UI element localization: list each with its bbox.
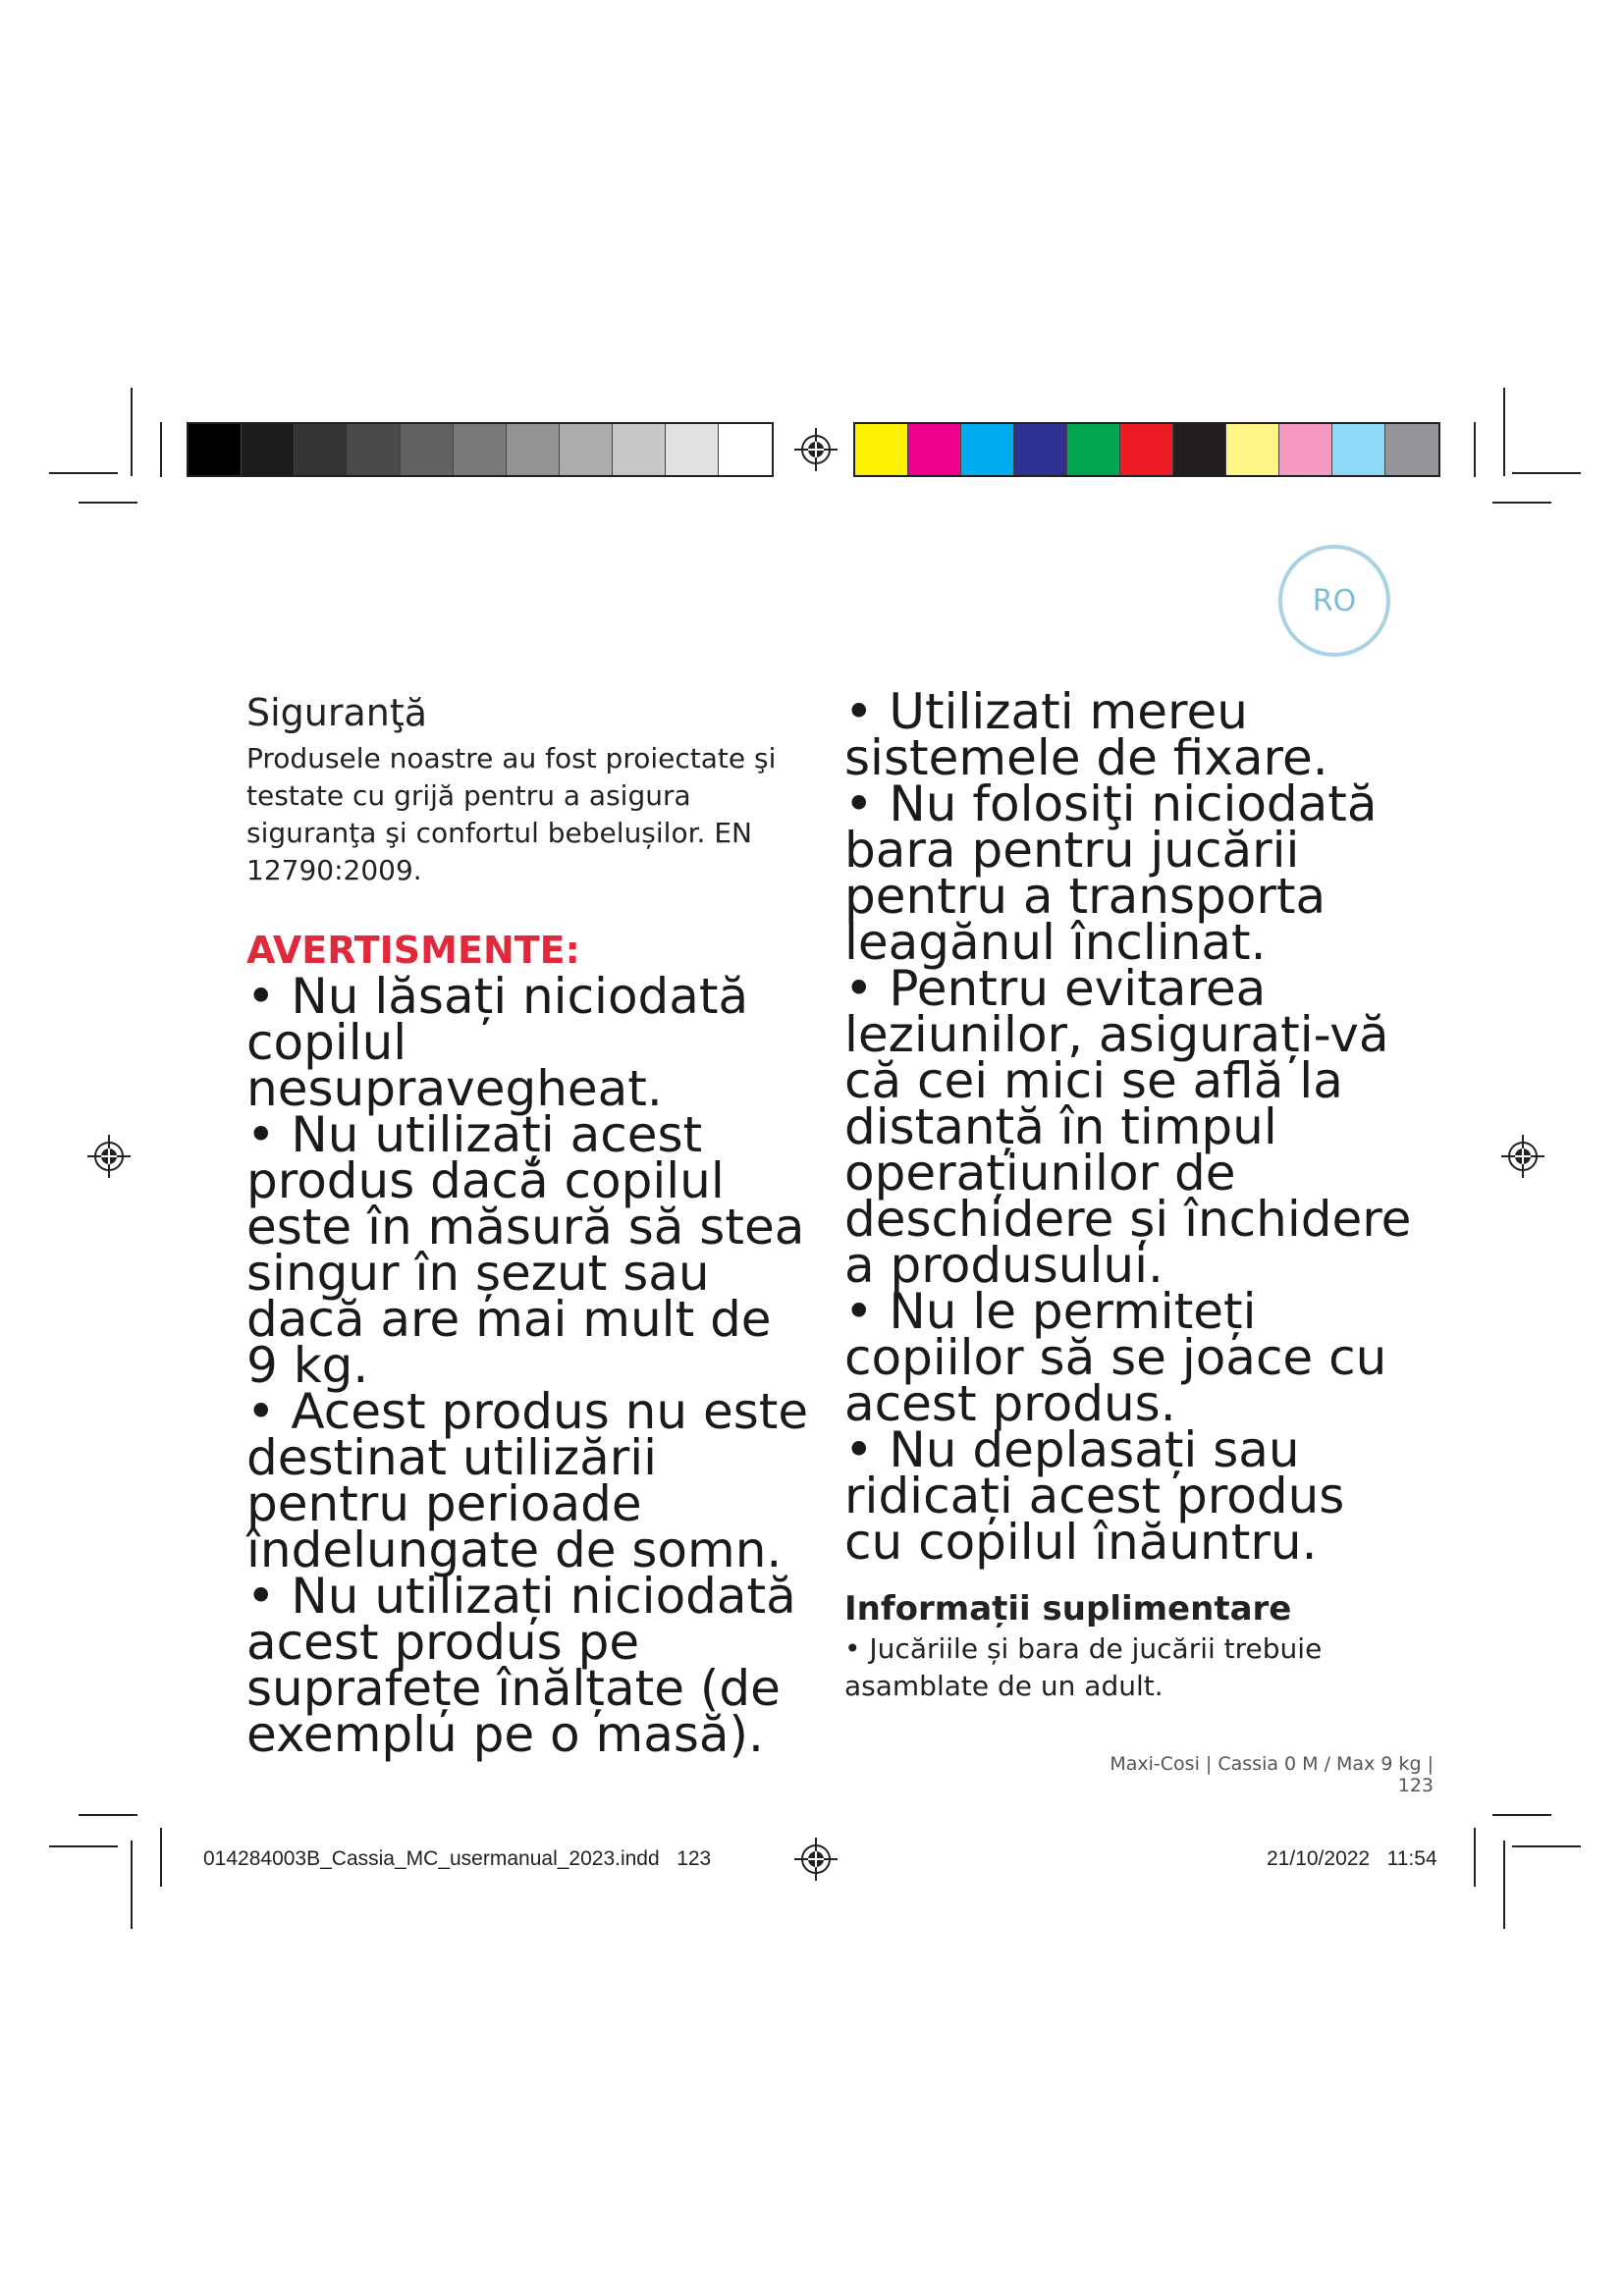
crop-mark (1512, 472, 1581, 474)
color-swatch (666, 424, 719, 475)
slug-file (203, 1847, 711, 1871)
color-swatch (507, 424, 560, 475)
color-swatch (454, 424, 507, 475)
crop-mark (49, 1845, 118, 1847)
warning-item: • Nu utilizați niciodată acest produs pe suprafețe înălțate (de exemplu pe o masă). (246, 1568, 796, 1763)
color-swatch (1173, 424, 1226, 475)
slug-time: 11:54 (1386, 1847, 1437, 1870)
warning-item: • Nu deplasați sau ridicați acest produs cu copilul înăuntru. (844, 1421, 1345, 1571)
color-swatch (1385, 424, 1438, 475)
crop-mark (160, 422, 162, 477)
crop-mark (1474, 1828, 1476, 1887)
color-swatch (1332, 424, 1385, 475)
warning-item: • Pentru evitarea leziunilor, asigurați-vă că cei mici se află la distanță în timpul operațiunilor de deschidere și închidere a produsului. (844, 960, 1412, 1294)
crop-mark (160, 1828, 162, 1887)
slug-filename: 014284003B_Cassia_MC_usermanual_2023.indd (203, 1847, 660, 1870)
color-swatch (348, 424, 401, 475)
color-swatch (908, 424, 961, 475)
registration-mark-icon (793, 1837, 839, 1882)
section-title: Siguranţă (246, 691, 428, 734)
page-number: 123 (1397, 1775, 1434, 1796)
color-swatch (1279, 424, 1332, 475)
grayscale-color-bar (187, 422, 774, 477)
left-column (246, 689, 816, 1763)
crop-mark (131, 388, 133, 476)
footer-separator: | (1205, 1753, 1218, 1775)
crop-mark (131, 1841, 133, 1929)
warning-item: • Nu utilizați acest produs dacă copilul este în măsură să stea singur în șezut sau dacă are mai mult de 9 kg. (246, 1106, 805, 1394)
registration-mark-icon (793, 427, 839, 472)
warning-item: • Acest produs nu este destinat utilizării pentru perioade îndelungate de somn. (246, 1383, 809, 1578)
warnings-title: AVERTISMENTE: (246, 929, 580, 972)
warning-item: • Nu lăsați niciodată copilul nesupravegheat. (246, 968, 749, 1117)
footer-brand: Maxi-Cosi (1110, 1753, 1200, 1775)
color-swatch (1014, 424, 1067, 475)
slug-date: 21/10/2022 (1267, 1847, 1371, 1870)
info-title: Informații suplimentare (844, 1589, 1292, 1629)
footer-separator: | (1427, 1753, 1434, 1775)
page-footer (1080, 1753, 1434, 1796)
color-swatch (1120, 424, 1173, 475)
color-swatch (719, 424, 772, 475)
color-swatch (855, 424, 908, 475)
footer-model: Cassia 0 M / Max 9 kg (1218, 1753, 1422, 1775)
warning-item: • Nu le permiteți copiilor să se joace cu acest produs. (844, 1283, 1387, 1432)
crop-mark (1492, 502, 1551, 504)
warning-item: • Nu folosiţi niciodată bara pentru jucării pentru a transporta leagănul înclinat. (844, 775, 1378, 971)
warning-item: • Utilizati mereu sistemele de fixare. (844, 683, 1328, 786)
color-swatch (961, 424, 1014, 475)
crop-mark (79, 502, 137, 504)
crop-mark (1474, 422, 1476, 477)
color-swatch (295, 424, 348, 475)
warning-list (844, 683, 1414, 1571)
slug-timestamp (1267, 1847, 1437, 1871)
color-swatch (401, 424, 454, 475)
slug-page: 123 (677, 1847, 712, 1870)
crop-mark (79, 1814, 137, 1816)
crop-mark (1503, 388, 1505, 476)
crop-mark (49, 472, 118, 474)
color-swatch (189, 424, 242, 475)
color-swatch (1226, 424, 1279, 475)
crop-mark (1503, 1841, 1505, 1929)
crop-mark (1492, 1814, 1551, 1816)
info-text: • Jucăriile și bara de jucării trebuie asamblate de un adult. (844, 1632, 1323, 1702)
crop-mark (1512, 1845, 1581, 1847)
process-color-bar (853, 422, 1440, 477)
color-swatch (1067, 424, 1120, 475)
color-swatch (613, 424, 666, 475)
intro-text: Produsele noastre au fost proiectate şi testate cu grijă pentru a asigura siguranţa şi confortul bebelușilor. EN 12790:2009. (246, 742, 777, 886)
color-swatch (560, 424, 613, 475)
registration-mark-icon (1500, 1134, 1545, 1179)
color-swatch (242, 424, 295, 475)
registration-mark-icon (86, 1134, 132, 1179)
right-column (844, 683, 1414, 1705)
warning-list (246, 968, 816, 1763)
language-badge: RO (1278, 545, 1390, 657)
